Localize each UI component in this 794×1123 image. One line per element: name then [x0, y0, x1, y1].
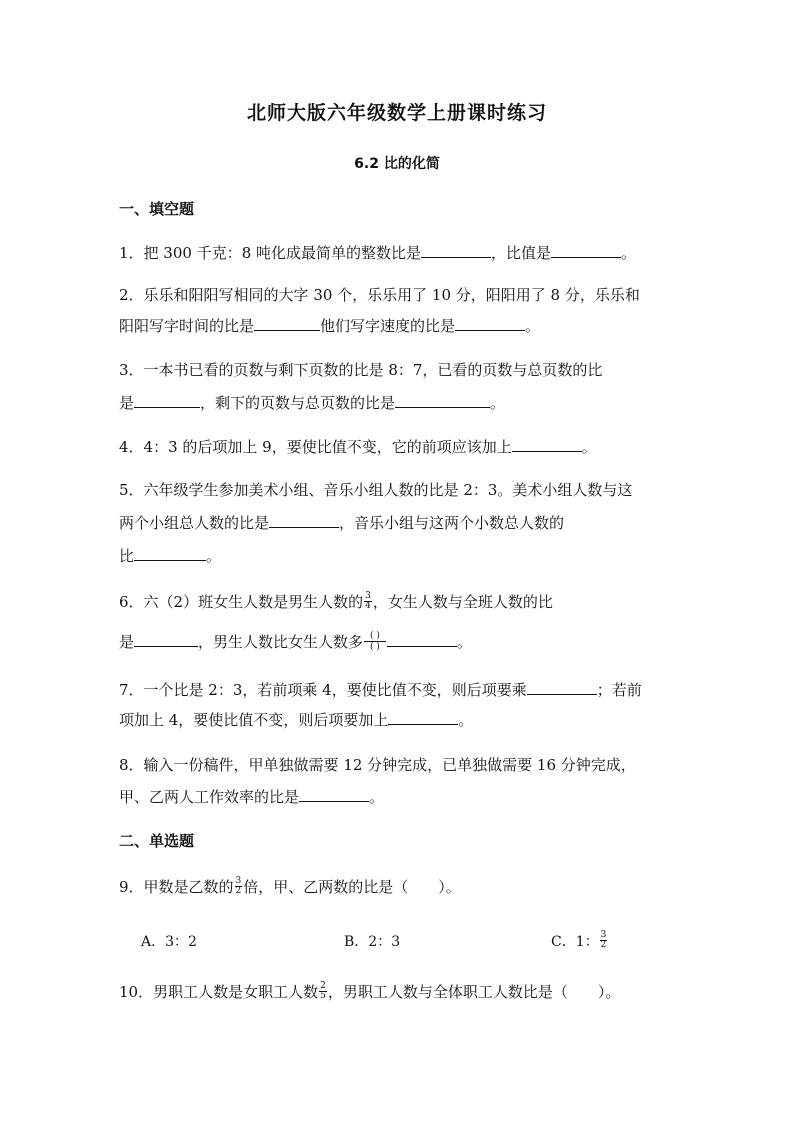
question-7-line-1	[119, 679, 642, 700]
fraction-numerator: 3	[235, 875, 242, 886]
q3-text: 是	[119, 394, 135, 412]
q7-text-2: ；若前	[596, 681, 642, 699]
question-7-line-2	[119, 709, 473, 730]
q2-text-2: 他们写字速度的比是	[320, 317, 456, 335]
fraction-denominator: ( )	[370, 641, 380, 652]
q5-text-2: ，音乐小组与这两个小数总人数的	[339, 514, 565, 532]
question-6-line-2	[119, 631, 472, 654]
q1-text-2: ，比值是	[491, 244, 552, 262]
question-5-line-3	[119, 545, 221, 566]
q4-text-end: 。	[581, 438, 597, 456]
question-3-line-2	[119, 392, 505, 413]
q10-text-2: ，男职工人数与全体职工人数比是（ ）。	[327, 983, 621, 1001]
q5-text-3: 比	[119, 547, 135, 565]
q5-text-end: 。	[206, 547, 222, 565]
q5-blank-2[interactable]	[134, 545, 206, 561]
fraction-numerator: 3	[600, 929, 607, 940]
q6-text: 6．六（2）班女生人数是男生人数的	[119, 593, 364, 611]
fraction-denominator: 5	[320, 990, 326, 1001]
q10-text: 10．男职工人数是女职工人数	[119, 983, 319, 1001]
q2-blank-2[interactable]	[455, 315, 525, 331]
q7-blank-1[interactable]	[527, 679, 597, 695]
section-fill-blank-heading: 一、填空题	[119, 200, 195, 218]
fraction-denominator: 4	[365, 600, 371, 611]
question-5-line-2	[119, 512, 564, 533]
q9-option-c-fraction	[600, 931, 608, 950]
q6-fraction	[364, 592, 372, 611]
q2-text: 阳阳写字时间的比是	[119, 317, 255, 335]
q3-blank-1[interactable]	[134, 392, 200, 408]
q2-blank-1[interactable]	[254, 315, 320, 331]
fraction-numerator: 3	[365, 590, 371, 601]
q4-blank[interactable]	[512, 436, 582, 452]
q7-blank-2[interactable]	[388, 709, 458, 725]
q1-blank-1[interactable]	[421, 242, 491, 258]
q6-text-2: ，女生人数与全班人数的比	[372, 593, 553, 611]
q2-text-end: 。	[525, 317, 541, 335]
q9-text-2: 倍，甲、乙两数的比是（ ）。	[243, 878, 461, 896]
fraction-denominator: 2	[235, 885, 242, 896]
q6-text-4: ，男生人数比女生人数多	[198, 633, 364, 651]
q8-blank[interactable]	[299, 786, 369, 802]
section-single-choice-heading: 二、单选题	[119, 832, 195, 850]
page-title: 北师大版六年级数学上册课时练习	[246, 102, 547, 124]
question-2-line-2	[119, 315, 540, 336]
q8-text: 甲、乙两人工作效率的比是	[119, 788, 300, 806]
q1-text: 1．把 300 千克：8 吨化成最简单的整数比是	[119, 244, 422, 262]
q1-blank-2[interactable]	[551, 242, 621, 258]
q9-option-c[interactable]	[551, 931, 608, 952]
question-8-line-1: 8．输入一份稿件，甲单独做需要 12 分钟完成，已单独做需要 16 分钟完成，	[119, 756, 636, 774]
q6-blank-2[interactable]	[387, 631, 457, 647]
q9-option-b[interactable]: B．2：3	[344, 934, 401, 950]
q3-text-end: 。	[490, 394, 506, 412]
q1-text-end: 。	[621, 244, 637, 262]
question-8-line-2	[119, 786, 384, 807]
question-5-line-1: 5．六年级学生参加美术小组、音乐小组人数的比是 2：3。美术小组人数与这	[119, 481, 633, 499]
q10-fraction	[319, 982, 327, 1001]
q6-text-3: 是	[119, 633, 135, 651]
q7-text-3: 项加上 4，要使比值不变，则后项要加上	[119, 711, 389, 729]
q3-blank-2[interactable]	[395, 392, 490, 408]
q6-paren-fraction[interactable]	[364, 631, 386, 652]
q9-option-a[interactable]: A．3：2	[141, 934, 197, 950]
q5-text: 两个小组总人数的比是	[119, 514, 270, 532]
fraction-denominator: 2	[600, 939, 607, 950]
question-6-line-1	[119, 592, 553, 613]
question-2-line-1: 2．乐乐和阳阳写相同的大字 30 个，乐乐用了 10 分，阳阳用了 8 分，乐乐和	[119, 286, 640, 304]
fraction-numerator: 2	[320, 980, 326, 991]
page-subtitle: 6.2 比的化简	[354, 156, 440, 172]
q9-fraction	[235, 877, 243, 896]
question-4	[119, 436, 597, 457]
q4-text: 4．4：3 的后项加上 9，要使比值不变，它的前项应该加上	[119, 438, 512, 456]
q6-blank-1[interactable]	[134, 631, 198, 647]
q8-text-end: 。	[369, 788, 385, 806]
q7-text: 7．一个比是 2：3，若前项乘 4，要使比值不变，则后项要乘	[119, 681, 527, 699]
q9-option-c-label: C．1：	[551, 934, 599, 950]
fraction-numerator: ( )	[364, 631, 386, 642]
question-1	[119, 242, 636, 263]
q7-text-end: 。	[458, 711, 474, 729]
q3-text-2: ，剩下的页数与总页数的比是	[200, 394, 396, 412]
question-10	[119, 982, 620, 1003]
q9-text: 9．甲数是乙数的	[119, 878, 234, 896]
question-9	[119, 877, 461, 898]
q6-text-end: 。	[456, 633, 472, 651]
q5-blank-1[interactable]	[269, 512, 339, 528]
question-3-line-1: 3．一本书已看的页数与剩下页数的比是 8：7，已看的页数与总页数的比	[119, 361, 603, 379]
